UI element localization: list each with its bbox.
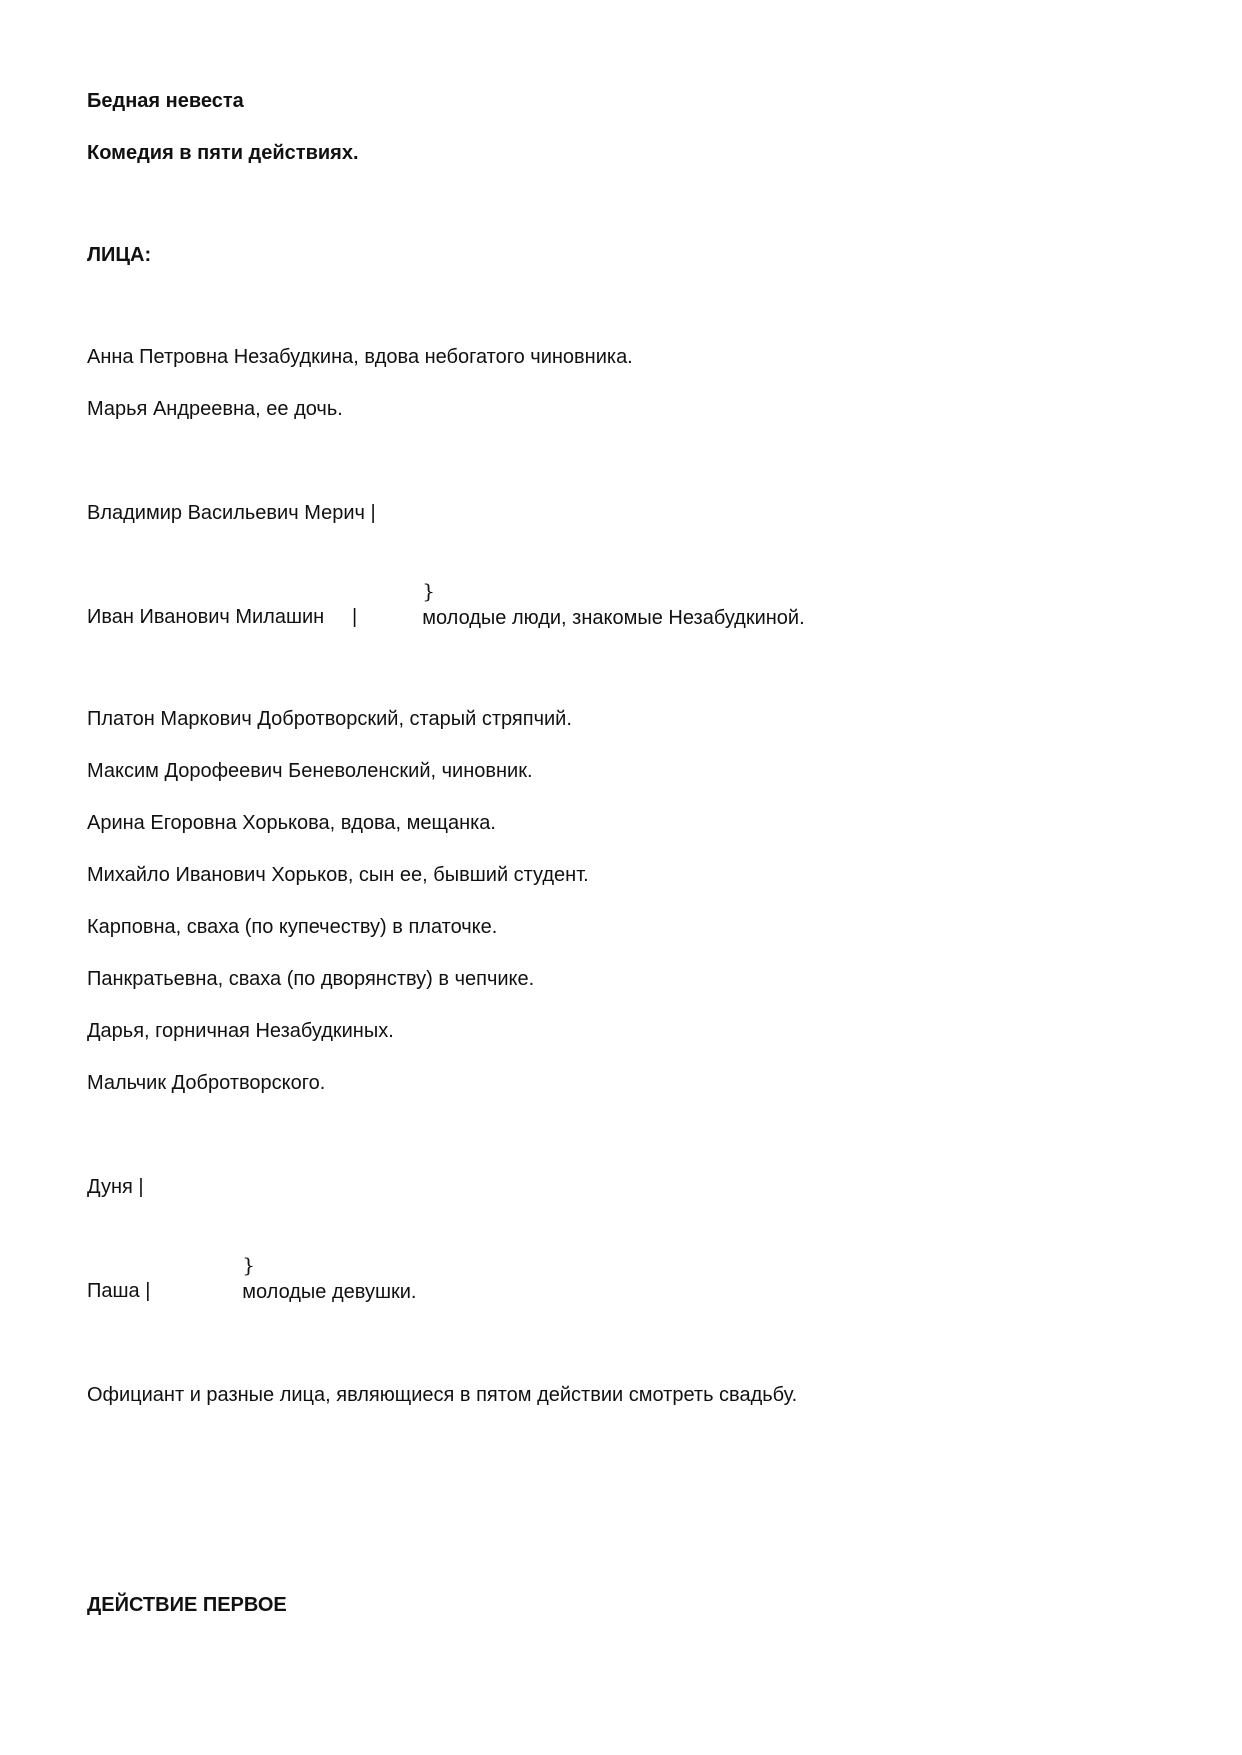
cast-marya: Марья Андреевна, ее дочь. [87,398,343,420]
cast-milashin: Иван Иванович Милашин | [87,606,358,628]
cast-darya: Дарья, горничная Незабудкиных. [87,1020,394,1042]
cast-benevolensky: Максим Дорофеевич Беневоленский, чиновник. [87,760,533,782]
cast-waiter: Официант и разные лица, являющиеся в пятом действии смотреть свадьбу. [87,1384,798,1406]
act-heading: ДЕЙСТВИЕ ПЕРВОЕ [87,1594,287,1616]
brace-girls: } [242,1253,255,1277]
cast-pankratyevna: Панкратьевна, сваха (по дворянству) в чепчике. [87,968,535,990]
cast-boy: Мальчик Добротворского. [87,1072,326,1094]
play-subtitle: Комедия в пяти действиях. [87,142,359,164]
cast-pasha: Паша | [87,1280,151,1302]
cast-arina: Арина Егоровна Хорькова, вдова, мещанка. [87,812,496,834]
cast-karpovna: Карповна, сваха (по купечеству) в платочке. [87,916,498,938]
cast-mikhailo: Михайло Иванович Хорьков, сын ее, бывший студент. [87,864,589,886]
brace-young-men: } [422,579,435,603]
young-men-group [400,552,805,657]
young-men-note: молодые люди, знакомые Незабудкиной. [422,607,805,629]
cast-dunya: Дуня | [87,1176,144,1198]
cast-merich: Владимир Васильевич Мерич | [87,502,376,524]
play-title: Бедная невеста [87,90,244,112]
cast-anna: Анна Петровна Незабудкина, вдова небогатого чиновника. [87,346,633,368]
girls-group [220,1226,416,1331]
cast-dobrotvorsky: Платон Маркович Добротворский, старый стряпчий. [87,708,572,730]
cast-heading: ЛИЦА: [87,244,152,266]
girls-note: молодые девушки. [242,1281,417,1303]
